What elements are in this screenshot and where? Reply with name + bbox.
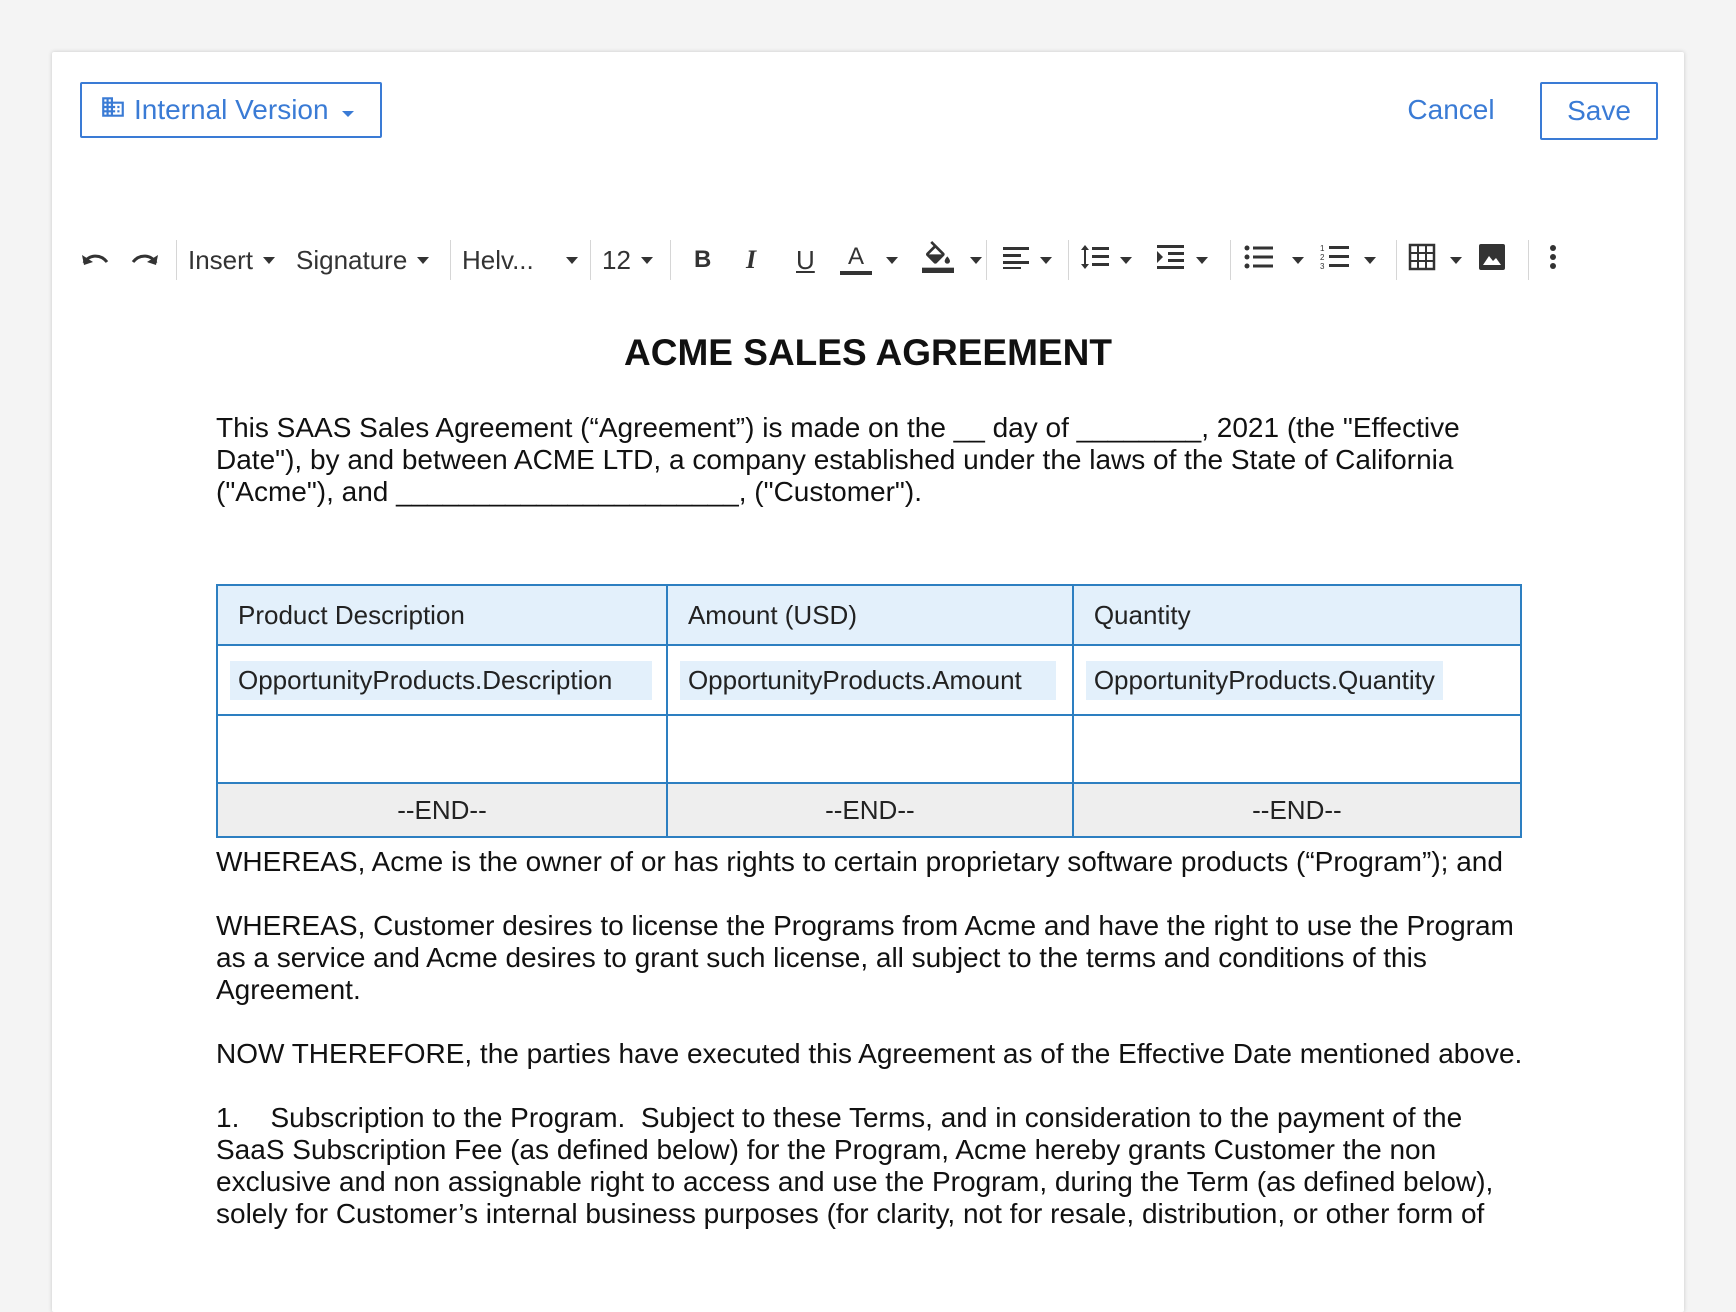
align-left-icon (1002, 244, 1030, 277)
chevron-down-icon (341, 94, 363, 126)
svg-text:2: 2 (1320, 252, 1325, 262)
whereas-paragraph-2[interactable]: WHEREAS, Customer desires to license the Programs from Acme and have the right to use the Program as a service and Acme desires to grant such license, all subject to the terms and conditions of this Agreement. (216, 910, 1522, 1005)
products-table[interactable] (216, 584, 1522, 838)
formatting-toolbar (80, 232, 1660, 288)
chevron-down-icon (566, 257, 578, 264)
align-button[interactable] (1002, 232, 1052, 288)
whereas-paragraph-1[interactable]: WHEREAS, Acme is the owner of or has rights to certain proprietary software products (“Program”); and (216, 846, 1503, 877)
table-header-cell[interactable]: Quantity (1073, 585, 1521, 645)
more-options-button[interactable] (1548, 232, 1558, 288)
highlight-color-button[interactable] (922, 232, 982, 288)
insert-label: Insert (188, 244, 254, 275)
table-cell[interactable] (1073, 645, 1521, 715)
bold-button[interactable] (694, 232, 711, 288)
toolbar-divider (1068, 240, 1069, 280)
font-size-dropdown[interactable] (602, 232, 653, 288)
chevron-down-icon (886, 257, 898, 264)
italic-button[interactable] (746, 232, 756, 288)
indent-icon (1156, 243, 1186, 278)
cancel-button[interactable]: Cancel (1407, 94, 1495, 125)
toolbar-divider (1230, 240, 1231, 280)
svg-text:1: 1 (1320, 243, 1325, 253)
text-color-swatch (840, 271, 872, 275)
table-header-row (217, 585, 1521, 645)
chevron-down-icon (263, 257, 275, 264)
table-end-row (217, 783, 1521, 837)
document-title: ACME SALES AGREEMENT (624, 332, 1112, 373)
table-cell[interactable] (1073, 715, 1521, 783)
toolbar-divider (986, 240, 987, 280)
underline-icon: U (796, 244, 815, 275)
intro-paragraph[interactable]: This SAAS Sales Agreement (“Agreement”) is made on the __ day of ________, 2021 (the "Effective Date"), by and between ACME LTD, a company established under the laws of the State of California ("Acme"), and ______________________, ("Customer"). (216, 412, 1468, 507)
table-cell[interactable] (667, 715, 1073, 783)
bulleted-list-icon (1244, 244, 1274, 277)
table-button[interactable] (1408, 232, 1462, 288)
line-spacing-button[interactable] (1080, 232, 1132, 288)
toolbar-divider (1528, 240, 1529, 280)
end-marker-cell[interactable]: --END-- (217, 783, 667, 837)
save-button[interactable]: Save (1540, 82, 1658, 140)
table-icon (1408, 243, 1436, 278)
svg-text:3: 3 (1320, 261, 1325, 271)
version-dropdown[interactable] (80, 82, 382, 138)
chevron-down-icon (1120, 257, 1132, 264)
text-color-button[interactable] (840, 232, 872, 288)
image-icon (1478, 243, 1506, 278)
end-marker-cell[interactable]: --END-- (667, 783, 1073, 837)
chevron-down-icon (1196, 257, 1208, 264)
signature-label: Signature (296, 244, 408, 275)
version-label: Internal Version (134, 94, 329, 125)
chevron-down-icon (1040, 257, 1052, 264)
chevron-down-icon (417, 257, 429, 264)
chevron-down-icon (641, 257, 653, 264)
indent-button[interactable] (1156, 232, 1208, 288)
insert-image-button[interactable] (1478, 232, 1506, 288)
font-size-value: 12 (602, 244, 631, 275)
table-header-cell[interactable]: Product Description (217, 585, 667, 645)
table-cell[interactable] (217, 715, 667, 783)
toolbar-divider (1396, 240, 1397, 280)
end-marker-cell[interactable]: --END-- (1073, 783, 1521, 837)
redo-icon[interactable] (130, 232, 166, 288)
toolbar-divider (450, 240, 451, 280)
table-row (217, 715, 1521, 783)
building-icon (100, 94, 134, 127)
font-family-value: Helv... (462, 244, 534, 275)
merge-field[interactable]: OpportunityProducts.Amount (680, 661, 1056, 700)
line-spacing-icon (1080, 243, 1110, 278)
table-cell[interactable] (217, 645, 667, 715)
insert-dropdown[interactable] (188, 232, 275, 288)
table-cell[interactable] (667, 645, 1073, 715)
numbered-list-icon (1320, 243, 1350, 278)
clause-1-paragraph[interactable]: 1. Subscription to the Program. Subject to these Terms, and in consideration to the payment of the SaaS Subscription Fee (as defined below) for the Program, Acme hereby grants Customer the non exclusive and non assignable right to access and use the Program, during the Term (as defined below), solely for Customer’s internal business purposes (for clarity, not for resale, distribution, or other form of (216, 1102, 1502, 1229)
more-vertical-icon (1548, 243, 1558, 278)
toolbar-divider (670, 240, 671, 280)
merge-field[interactable]: OpportunityProducts.Description (230, 661, 652, 700)
undo-icon[interactable] (80, 232, 116, 288)
table-header-cell[interactable]: Amount (USD) (667, 585, 1073, 645)
bold-icon: B (694, 246, 712, 273)
editor-card (52, 52, 1684, 1312)
table-row (217, 645, 1521, 715)
merge-field[interactable]: OpportunityProducts.Quantity (1086, 661, 1443, 700)
now-therefore-paragraph[interactable]: NOW THEREFORE, the parties have executed this Agreement as of the Effective Date mentioned above. (216, 1038, 1523, 1069)
chevron-down-icon (1364, 257, 1376, 264)
toolbar-divider (590, 240, 591, 280)
numbered-list-button[interactable] (1320, 232, 1376, 288)
chevron-down-icon (970, 257, 982, 264)
italic-icon: I (746, 245, 757, 274)
font-family-dropdown[interactable] (462, 232, 578, 288)
signature-dropdown[interactable] (296, 232, 429, 288)
fill-color-icon (922, 241, 954, 280)
underline-button[interactable] (796, 232, 815, 288)
chevron-down-icon (1292, 257, 1304, 264)
chevron-down-icon (1450, 257, 1462, 264)
text-color-icon: A (847, 243, 864, 270)
text-color-menu[interactable] (886, 232, 898, 288)
bulleted-list-button[interactable] (1244, 232, 1304, 288)
toolbar-divider (176, 240, 177, 280)
